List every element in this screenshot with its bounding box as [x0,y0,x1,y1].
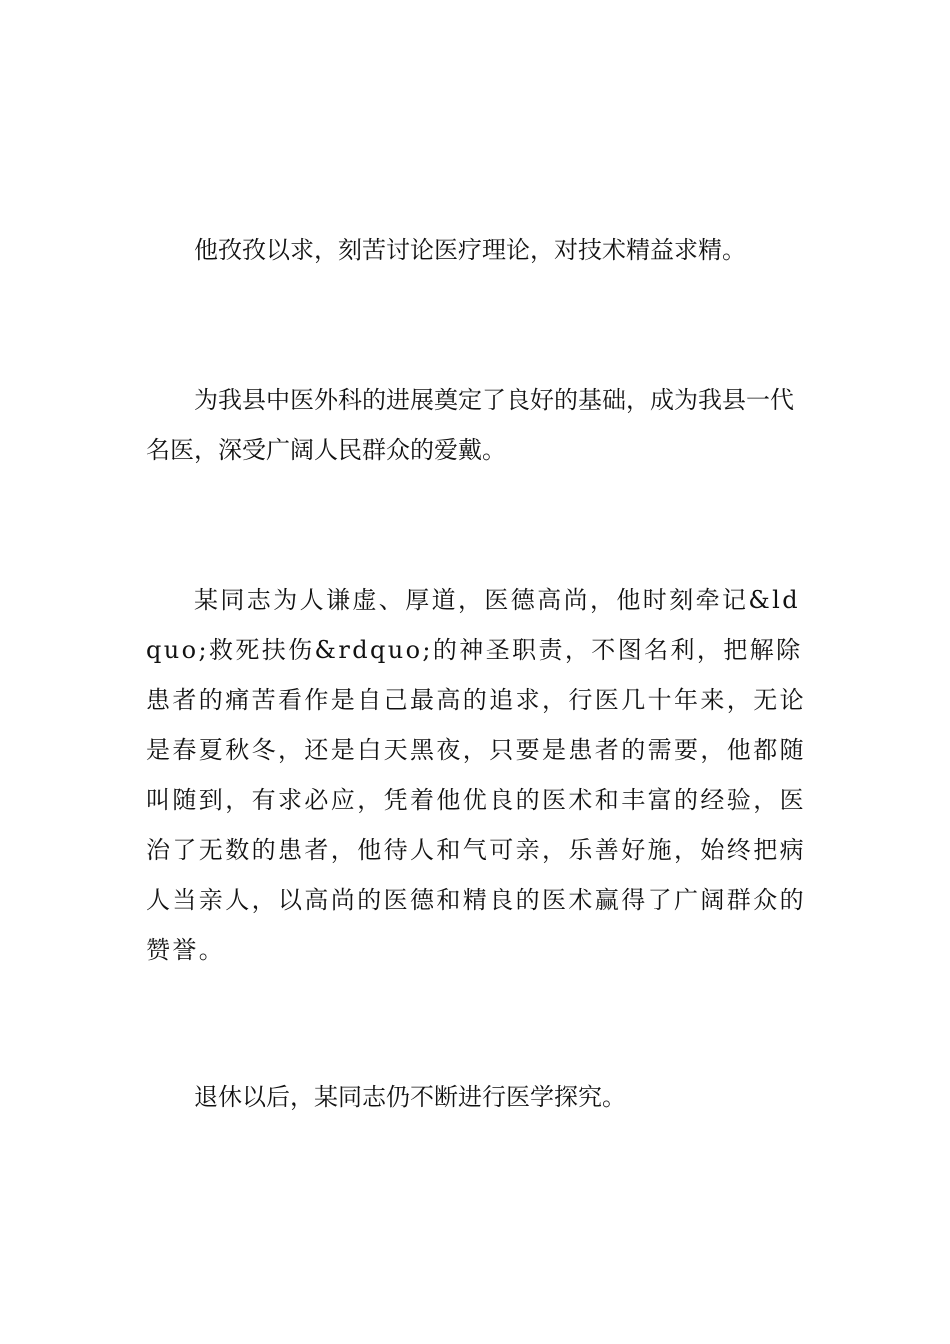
paragraph-1: 他孜孜以求，刻苦讨论医疗理论，对技术精益求精。 [194,236,746,264]
paragraph-3: 某同志为人谦虚、厚道，医德高尚，他时刻牵记&ldquo;救死扶伤&rdquo;的神圣职责，不图名利，把解除患者的痛苦看作是自己最高的追求，行医几十年来，无论是春夏秋冬，还是白天黑夜，只要是患者的需要，他都随叫随到，有求必应，凭着他优良的医术和丰富的经验，医治了无数的患者，他待人和气可亲，乐善好施，始终把病人当亲人，以高尚的医德和精良的医术赢得了广阔群众的赞誉。 [146,586,806,964]
paragraph-4: 退休以后，某同志仍不断进行医学探究。 [194,1083,626,1111]
paragraph-2: 为我县中医外科的进展奠定了良好的基础，成为我县一代名医，深受广阔人民群众的爱戴。 [146,386,794,464]
